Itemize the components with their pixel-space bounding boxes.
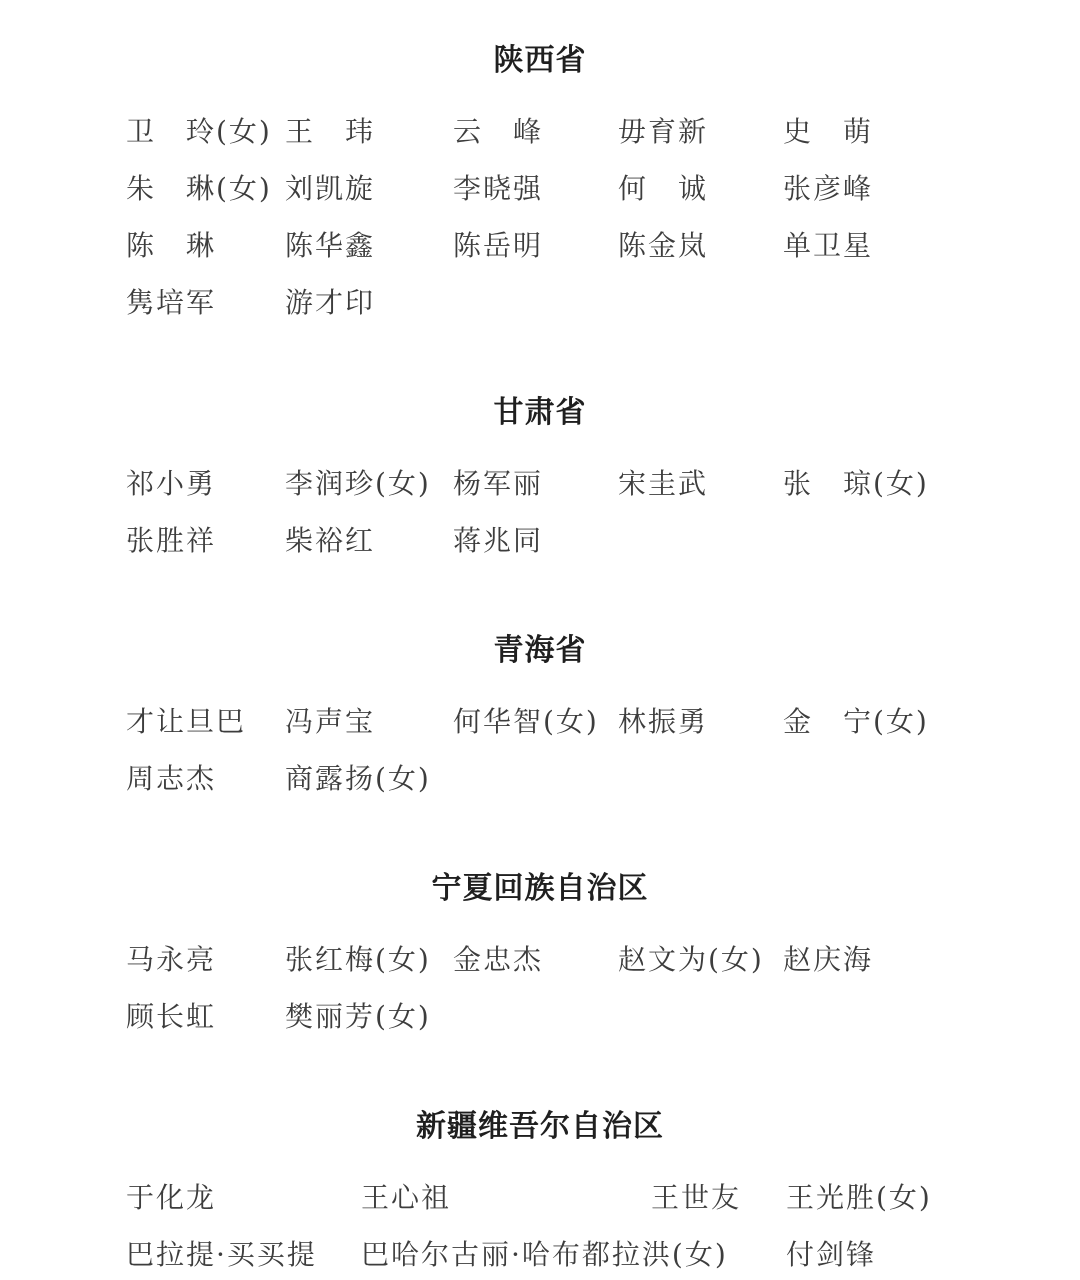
person-name: 赵庆海 — [783, 943, 874, 976]
person-name: 赵文为(女) — [618, 943, 764, 976]
person-name: 张胜祥 — [126, 524, 217, 557]
person-name: 陈岳明 — [453, 229, 544, 262]
section-ningxia — [0, 872, 1080, 1032]
person-name: 王光胜(女) — [786, 1181, 932, 1214]
person-name: 周志杰 — [126, 762, 217, 795]
person-name: 张红梅(女) — [285, 943, 431, 976]
person-name: 毋育新 — [618, 115, 709, 148]
name-row — [0, 1239, 1080, 1270]
person-name: 陈 琳 — [126, 229, 217, 262]
person-name: 杨军丽 — [453, 467, 544, 500]
name-row — [0, 287, 1080, 318]
person-name: 史 萌 — [783, 115, 874, 148]
name-list — [0, 1182, 1080, 1270]
section-shaanxi — [0, 44, 1080, 318]
person-name: 顾长虹 — [126, 1000, 217, 1033]
person-name: 陈金岚 — [618, 229, 709, 262]
person-name: 巴哈尔古丽·哈布都拉洪(女) — [361, 1238, 728, 1271]
person-name: 何 诚 — [618, 172, 709, 205]
section-title: 宁夏回族自治区 — [431, 871, 649, 906]
person-name: 柴裕红 — [285, 524, 376, 557]
person-name: 陈华鑫 — [285, 229, 376, 262]
person-name: 刘凯旋 — [285, 172, 376, 205]
name-row — [0, 230, 1080, 261]
person-name: 宋圭武 — [618, 467, 709, 500]
person-name: 王世友 — [651, 1181, 742, 1214]
name-list — [0, 468, 1080, 556]
person-name: 张 琼(女) — [783, 467, 929, 500]
person-name: 朱 琳(女) — [126, 172, 272, 205]
person-name: 游才印 — [285, 286, 376, 319]
name-row — [0, 173, 1080, 204]
section-title: 甘肃省 — [493, 395, 587, 430]
name-row — [0, 468, 1080, 499]
person-name: 商露扬(女) — [285, 762, 431, 795]
name-list — [0, 116, 1080, 318]
section-qinghai — [0, 634, 1080, 794]
person-name: 蒋兆同 — [453, 524, 544, 557]
section-title: 陕西省 — [493, 43, 587, 78]
person-name: 林振勇 — [618, 705, 709, 738]
person-name: 付剑锋 — [786, 1238, 877, 1271]
person-name: 于化龙 — [126, 1181, 217, 1214]
person-name: 云 峰 — [453, 115, 544, 148]
person-name: 金 宁(女) — [783, 705, 929, 738]
person-name: 卫 玲(女) — [126, 115, 272, 148]
name-row — [0, 116, 1080, 147]
person-name: 王 玮 — [285, 115, 376, 148]
person-name: 李润珍(女) — [285, 467, 431, 500]
person-name: 祁小勇 — [126, 467, 217, 500]
person-name: 隽培军 — [126, 286, 217, 319]
person-name: 冯声宝 — [285, 705, 376, 738]
section-title: 青海省 — [493, 633, 587, 668]
person-name: 何华智(女) — [453, 705, 599, 738]
name-row — [0, 944, 1080, 975]
name-row — [0, 525, 1080, 556]
section-title: 新疆维吾尔自治区 — [416, 1109, 664, 1144]
person-name: 王心祖 — [361, 1181, 452, 1214]
name-row — [0, 706, 1080, 737]
person-name: 李晓强 — [453, 172, 544, 205]
person-name: 樊丽芳(女) — [285, 1000, 431, 1033]
person-name: 巴拉提·买买提 — [126, 1238, 317, 1271]
name-row — [0, 1001, 1080, 1032]
name-row — [0, 763, 1080, 794]
section-gansu — [0, 396, 1080, 556]
person-name: 马永亮 — [126, 943, 217, 976]
name-list — [0, 944, 1080, 1032]
person-name: 金忠杰 — [453, 943, 544, 976]
name-list — [0, 706, 1080, 794]
person-name: 才让旦巴 — [126, 705, 247, 738]
person-name: 张彦峰 — [783, 172, 874, 205]
section-xinjiang — [0, 1110, 1080, 1270]
name-row — [0, 1182, 1080, 1213]
person-name: 单卫星 — [783, 229, 874, 262]
